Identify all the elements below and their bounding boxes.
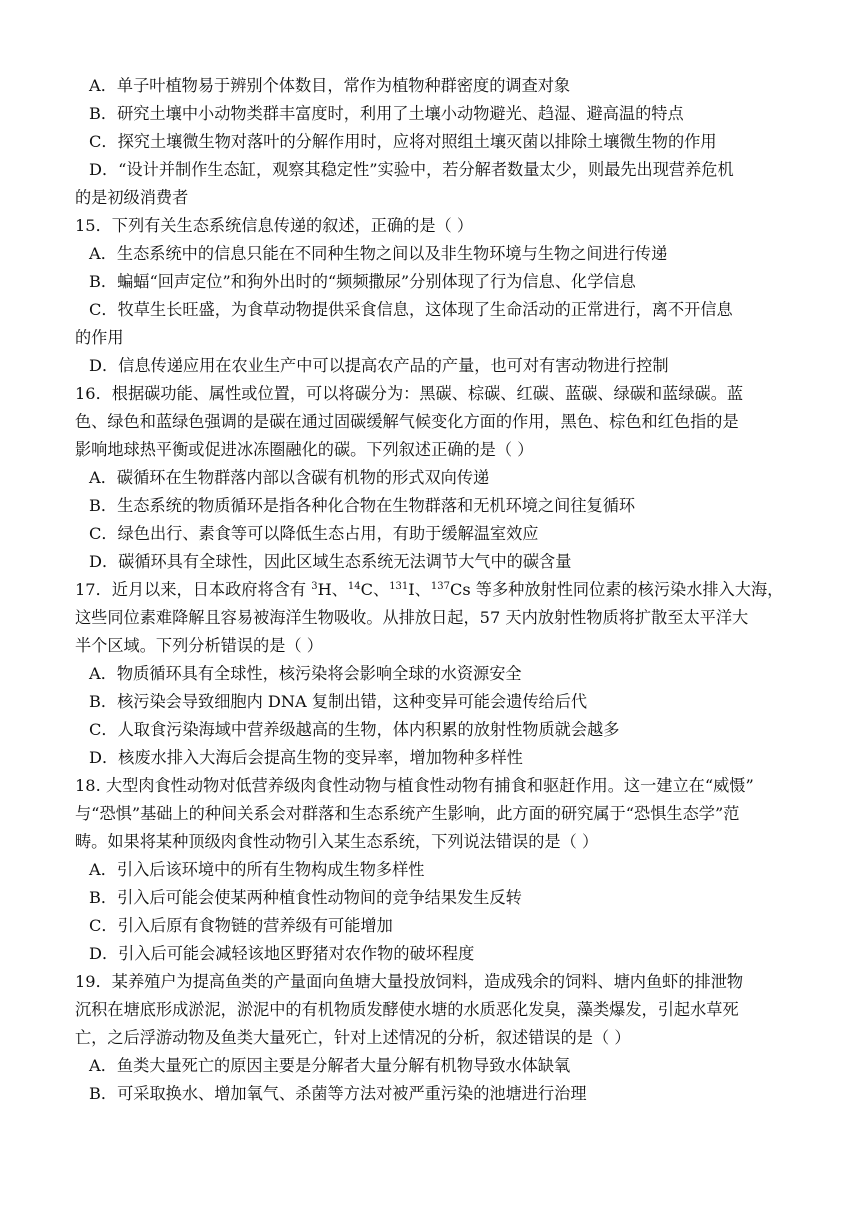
q18-option-c: C．引入后原有食物链的营养级有可能增加	[89, 916, 393, 935]
q16-option-b: B．生态系统的物质循环是指各种化合物在生物群落和无机环境之间往复循环	[89, 496, 636, 515]
q17-stem-line2: 这些同位素难降解且容易被海洋生物吸收。从排放日起，57 天内放射性物质将扩散至太平洋大	[75, 608, 749, 627]
q16-stem-line2: 色、绿色和蓝绿色强调的是碳在通过固碳缓解气候变化方面的作用，黑色、棕色和红色指的是	[75, 412, 739, 431]
q14-option-d-continued: 的是初级消费者	[75, 188, 189, 207]
q18-stem-line1: 18. 大型肉食性动物对低营养级肉食性动物与植食性动物有捕食和驱赶作用。这一建立在“威慑”	[75, 776, 754, 795]
q17-option-c: C．人取食污染海域中营养级越高的生物，体内积累的放射性物质就会越多	[89, 720, 620, 739]
isotope-i: I、	[408, 580, 431, 599]
q15-option-c: C．牧草生长旺盛，为食草动物提供采食信息，这体现了生命活动的正常进行，离不开信息	[89, 300, 733, 319]
q17-option-a: A．物质循环具有全球性，核污染将会影响全球的水资源安全	[89, 664, 522, 683]
isotope-mass-i: 131	[389, 581, 409, 592]
q16-option-c: C．绿色出行、素食等可以降低生态占用，有助于缓解温室效应	[89, 524, 539, 543]
q17-stem-line1	[75, 580, 783, 600]
q14-option-c: C．探究土壤微生物对落叶的分解作用时，应将对照组土壤灭菌以排除土壤微生物的作用	[89, 132, 717, 151]
q17-option-b: B．核污染会导致细胞内 DNA 复制出错，这种变异可能会遗传给后代	[89, 692, 588, 711]
q14-option-d: D．“设计并制作生态缸，观察其稳定性”实验中，若分解者数量太少，则最先出现营养危机	[89, 160, 734, 179]
q15-option-d: D．信息传递应用在农业生产中可以提高农产品的产量，也可对有害动物进行控制	[89, 356, 669, 375]
q17-option-d: D．核废水排入大海后会提高生物的变异率，增加物种多样性	[89, 748, 523, 767]
q16-option-d: D．碳循环具有全球性，因此区域生态系统无法调节大气中的碳含量	[89, 552, 572, 571]
isotope-mass-c: 14	[347, 581, 361, 592]
isotope-h: H、	[317, 580, 348, 599]
isotope-mass-cs: 137	[430, 581, 450, 592]
isotope-c: C、	[360, 580, 390, 599]
q14-option-a: A．单子叶植物易于辨别个体数目，常作为植物种群密度的调查对象	[89, 76, 571, 95]
q19-stem-line1: 19．某养殖户为提高鱼类的产量面向鱼塘大量投放饲料，造成残余的饲料、塘内鱼虾的排泄物	[75, 972, 744, 991]
q16-stem-line1: 16．根据碳功能、属性或位置，可以将碳分为：黑碳、棕碳、红碳、蓝碳、绿碳和蓝绿碳。蓝	[75, 384, 744, 403]
q19-option-b: B．可采取换水、增加氧气、杀菌等方法对被严重污染的池塘进行治理	[89, 1084, 587, 1103]
q14-option-b: B．研究土壤中小动物类群丰富度时，利用了土壤小动物避光、趋湿、避高温的特点	[89, 104, 684, 123]
isotope-mass-h: 3	[311, 581, 318, 592]
q15-option-c-continued: 的作用	[75, 328, 124, 347]
q15-option-b: B．蝙蝠“回声定位”和狗外出时的“频频撒尿”分别体现了行为信息、化学信息	[89, 272, 636, 291]
q18-option-b: B．引入后可能会使某两种植食性动物间的竞争结果发生反转	[89, 888, 522, 907]
q18-option-d: D．引入后可能会减轻该地区野猪对农作物的破坏程度	[89, 944, 475, 963]
q17-stem-line3: 半个区域。下列分析错误的是（ ）	[75, 636, 323, 655]
q19-option-a: A．鱼类大量死亡的原因主要是分解者大量分解有机物导致水体缺氧	[89, 1056, 571, 1075]
q17-stem-text: 17．近月以来，日本政府将含有	[75, 580, 312, 599]
q15-stem: 15．下列有关生态系统信息传递的叙述，正确的是（ ）	[75, 216, 474, 235]
q18-option-a: A．引入后该环境中的所有生物构成生物多样性	[89, 860, 425, 879]
q19-stem-line2: 沉积在塘底形成淤泥，淤泥中的有机物质发酵使水塘的水质恶化发臭，藻类爆发，引起水草死	[75, 1000, 739, 1019]
q16-stem-line3: 影响地球热平衡或促进冰冻圈融化的碳。下列叙述正确的是（ ）	[75, 440, 534, 459]
q19-stem-line3: 亡，之后浮游动物及鱼类大量死亡，针对上述情况的分析，叙述错误的是（ ）	[75, 1028, 631, 1047]
q18-stem-line3: 畴。如果将某种顶级肉食性动物引入某生态系统，下列说法错误的是（ ）	[75, 832, 599, 851]
q18-stem-line2: 与“恐惧”基础上的种间关系会对群落和生态系统产生影响，此方面的研究属于“恐惧生态学”范	[75, 804, 740, 823]
isotope-cs: Cs 等多种放射性同位素的核污染水排入大海，	[449, 580, 784, 599]
q16-option-a: A．碳循环在生物群落内部以含碳有机物的形式双向传递	[89, 468, 490, 487]
q15-option-a: A．生态系统中的信息只能在不同种生物之间以及非生物环境与生物之间进行传递	[89, 244, 668, 263]
